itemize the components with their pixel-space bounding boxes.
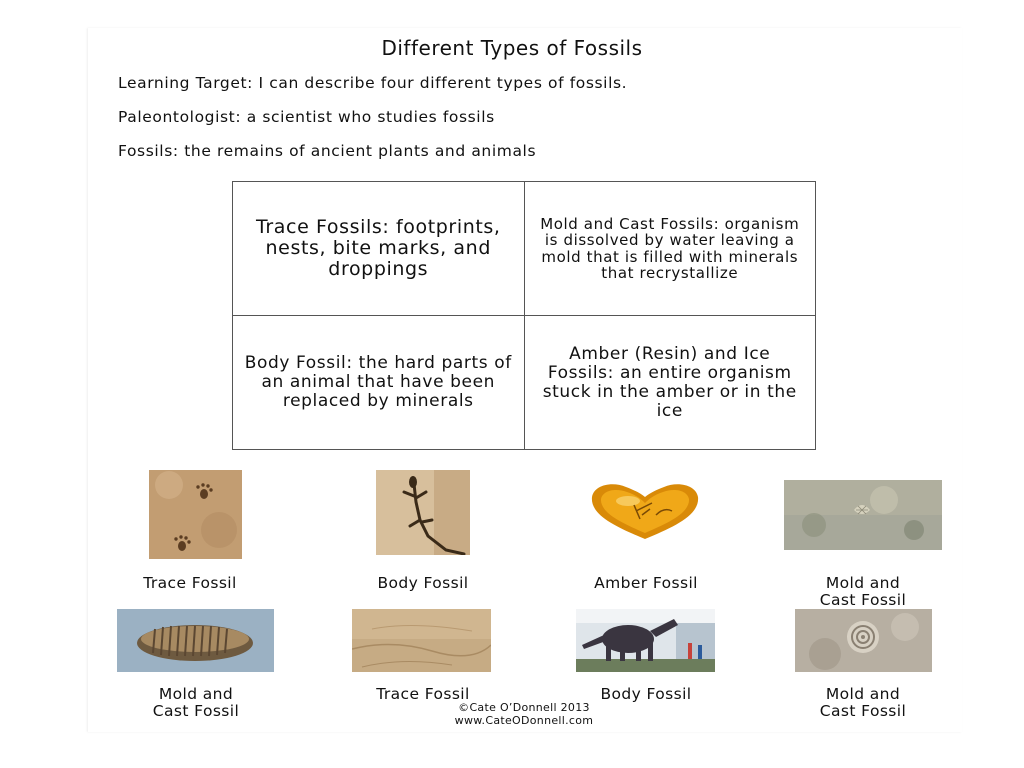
- trace-fossil-footprints-photo: [149, 470, 242, 559]
- mold-cast-fossils-cell: Mold and Cast Fossils: organism is dissolved by water leaving a mold that is filled with minerals that recrystallize: [524, 182, 816, 316]
- trace-fossil-tracks-photo: [352, 609, 491, 672]
- caption-body-fossil-1: Body Fossil: [377, 574, 469, 592]
- copyright-line: ©Cate O’Donnell 2013: [458, 701, 590, 714]
- caption-mold-cast-fossil-3: Mold and Cast Fossil: [819, 685, 907, 720]
- learning-target: Learning Target: I can describe four different types of fossils.: [118, 74, 628, 92]
- body-fossil-lizard-photo: [376, 470, 470, 555]
- mold-cast-ammonite-photo: [795, 609, 932, 672]
- paleontologist-definition: Paleontologist: a scientist who studies fossils: [118, 108, 495, 126]
- mold-cast-trilobite-photo: [117, 609, 274, 672]
- caption-amber-fossil: Amber Fossil: [594, 574, 698, 592]
- caption-mold-cast-fossil-2: Mold and Cast Fossil: [152, 685, 240, 720]
- amber-ice-fossils-cell: Amber (Resin) and Ice Fossils: an entire organism stuck in the amber or in the ice: [524, 316, 816, 450]
- caption-body-fossil-2: Body Fossil: [600, 685, 692, 703]
- caption-trace-fossil-1: Trace Fossil: [143, 574, 237, 592]
- caption-trace-fossil-2: Trace Fossil: [376, 685, 470, 703]
- copyright-credit: [404, 701, 644, 727]
- body-fossil-skeleton-photo: [576, 609, 715, 672]
- amber-fossil-photo: [586, 481, 704, 541]
- fossils-definition: Fossils: the remains of ancient plants and animals: [118, 142, 537, 160]
- page-title: Different Types of Fossils: [381, 36, 643, 60]
- mold-cast-fossil-rock-photo: [784, 480, 942, 550]
- trace-fossils-cell: Trace Fossils: footprints, nests, bite marks, and droppings: [233, 182, 525, 316]
- website-line: www.CateODonnell.com: [454, 714, 594, 727]
- body-fossil-cell: Body Fossil: the hard parts of an animal that have been replaced by minerals: [233, 316, 525, 450]
- caption-mold-cast-fossil-1: Mold and Cast Fossil: [819, 574, 907, 609]
- fossil-types-table: [232, 181, 816, 450]
